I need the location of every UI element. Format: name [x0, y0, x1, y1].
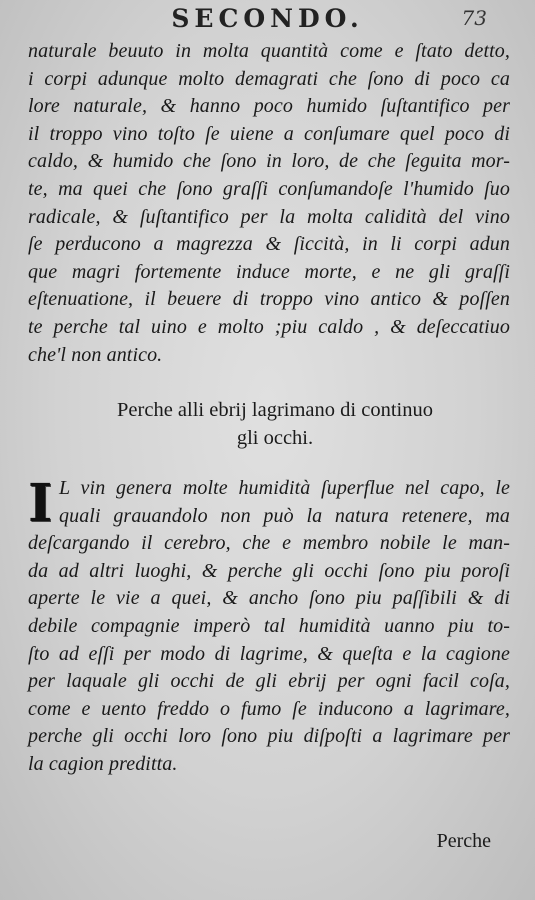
text-line: ſto ad eſſi per modo di lagrime, & queſta e la cagione	[28, 642, 510, 665]
text-line: ſe perducono a magrezza & ſiccità, in li corpi adun	[28, 233, 510, 256]
text-line: quali grauandolo non può la natura retenere, ma	[59, 504, 510, 527]
text-line: L vin genera molte humidità ſuperflue nel capo, le	[59, 477, 510, 499]
text-line: la cagion preditta.	[28, 752, 178, 775]
text-line: debile compagnie imperò tal humidità uanno piu to-	[28, 614, 510, 637]
text-line: que magri fortemente induce morte, e ne gli graſſi	[28, 260, 510, 283]
paragraph-2	[28, 475, 510, 779]
paragraph-1	[28, 38, 510, 369]
text-line: radicale, & ſuſtantifico per la molta calidità del vino	[28, 205, 510, 228]
text-line: te perche tal uino e molto ;piu caldo , & deſeccatiuo	[28, 315, 510, 338]
text-line: perche gli occhi loro ſono piu diſpoſti a lagrimare per	[28, 725, 510, 748]
text-line: naturale beuuto in molta quantità come e ſtato detto,	[28, 40, 510, 62]
text-line: il troppo vino toſto ſe uiene a conſumare quel poco di	[28, 122, 510, 145]
text-line: come e uento freddo o fumo ſe inducono a lagrimare,	[28, 697, 510, 720]
text-line: i corpi adunque molto demagrati che ſono di poco ca	[28, 67, 510, 90]
running-head: SECONDO.	[171, 4, 364, 33]
text-line: te, ma quei che ſono graſſi conſumandoſe l'humido ſuo	[28, 177, 510, 200]
text-line: eſtenuatione, il beuere di troppo vino antico & poſſen	[28, 288, 510, 311]
catchword: Perche	[436, 830, 491, 852]
text-line: deſcargando il cerebro, che e membro nobile le man-	[28, 532, 510, 555]
text-line: caldo, & humido che ſono in loro, de che ſeguita mor-	[28, 150, 510, 173]
text-line: lore naturale, & hanno poco humido ſuſtantifico per	[28, 95, 510, 118]
text-line: da ad altri luoghi, & perche gli occhi ſono piu poroſi	[28, 559, 510, 582]
drop-capital: I	[28, 473, 53, 534]
section-heading-line-2: gli occhi.	[236, 427, 314, 449]
section-heading-line-1: Perche alli ebrij lagrimano di continuo	[117, 399, 433, 421]
section-heading	[40, 396, 510, 452]
page-number: 73	[461, 6, 487, 30]
text-line: che'l non antico.	[28, 343, 163, 366]
text-line: per laquale gli occhi de gli ebrij per ogni facil coſa,	[28, 670, 510, 693]
text-line: aperte le vie a quei, & ancho ſono piu paſſibili & di	[28, 587, 510, 610]
